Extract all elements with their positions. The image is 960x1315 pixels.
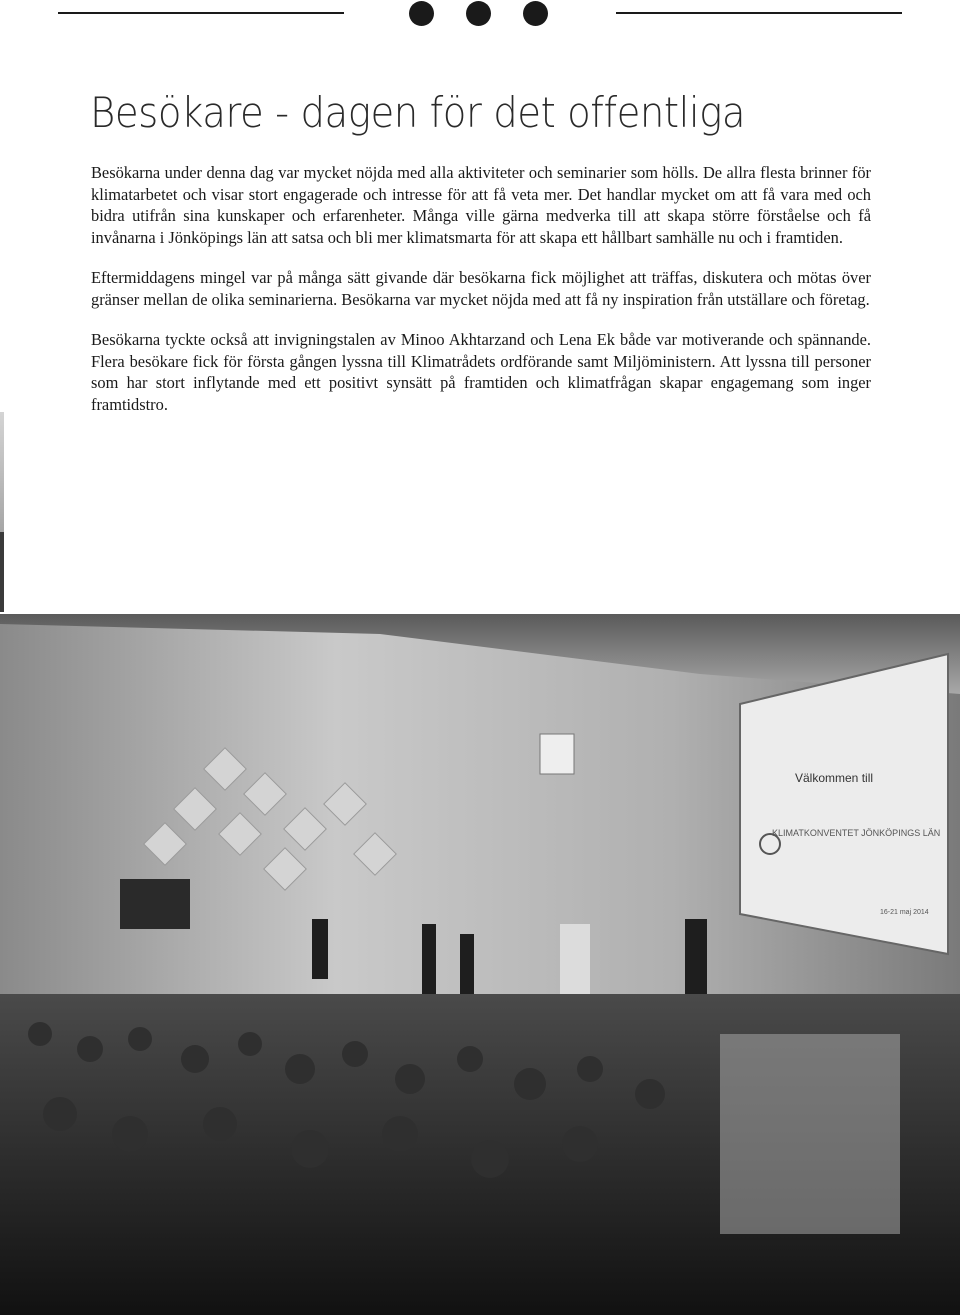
auditorium-photo <box>0 614 960 1315</box>
edge-photo-fragment <box>0 532 4 612</box>
speaker-box <box>540 734 574 774</box>
screen-logo: KLIMATKONVENTET JÖNKÖPINGS LÄN <box>772 828 941 838</box>
header-rule-right <box>616 12 902 14</box>
exit-door <box>120 879 190 929</box>
ornament-dot <box>409 1 434 26</box>
edge-photo-fragment <box>0 412 4 532</box>
screen-title: Välkommen till <box>795 771 874 785</box>
paragraph: Besökarna tyckte också att invigningstalen av Minoo Akhtarzand och Lena Ek både var motiverande och spännande. Flera besökare fick för första gången lyssna till Klimatrådets ordförande samt Miljöministern. Att lyssna till personer som har stort inflytande med ett positivt synsätt på framtiden och klimatfrågan skapar engagemang som inger framtidstro. <box>91 330 871 414</box>
lectern <box>560 924 590 994</box>
page-title: Besökare - dagen för det offentliga <box>90 88 746 137</box>
header-rule-left <box>58 12 344 14</box>
paragraph: Eftermiddagens mingel var på många sätt givande där besökarna fick möjlighet att träffas, diskutera och mötas över gränser mellan de olika seminarierna. Besökarna var mycket nöjda med att få ny inspiration från utställare och företag. <box>91 268 871 309</box>
paragraph: Besökarna under denna dag var mycket nöjda med alla aktiviteter och seminarier som hölls. De allra flesta brinner för klimatarbetet och visar stort engagerade och intresse för att få veta mer. Det handlar mycket om att få vara med och bidra utifrån sina kunskaper och erfarenheter. Många ville gärna medverka till att skapa större förståelse och få invånarna i Jönköpings län att satsa och bli mer klimatsmarta för att skapa ett hållbart samhälle nu och i framtiden. <box>91 163 871 247</box>
ornament-dot <box>466 1 491 26</box>
screen-date: 16-21 maj 2014 <box>880 909 929 916</box>
ornament-dot <box>523 1 548 26</box>
article-body <box>91 162 871 434</box>
